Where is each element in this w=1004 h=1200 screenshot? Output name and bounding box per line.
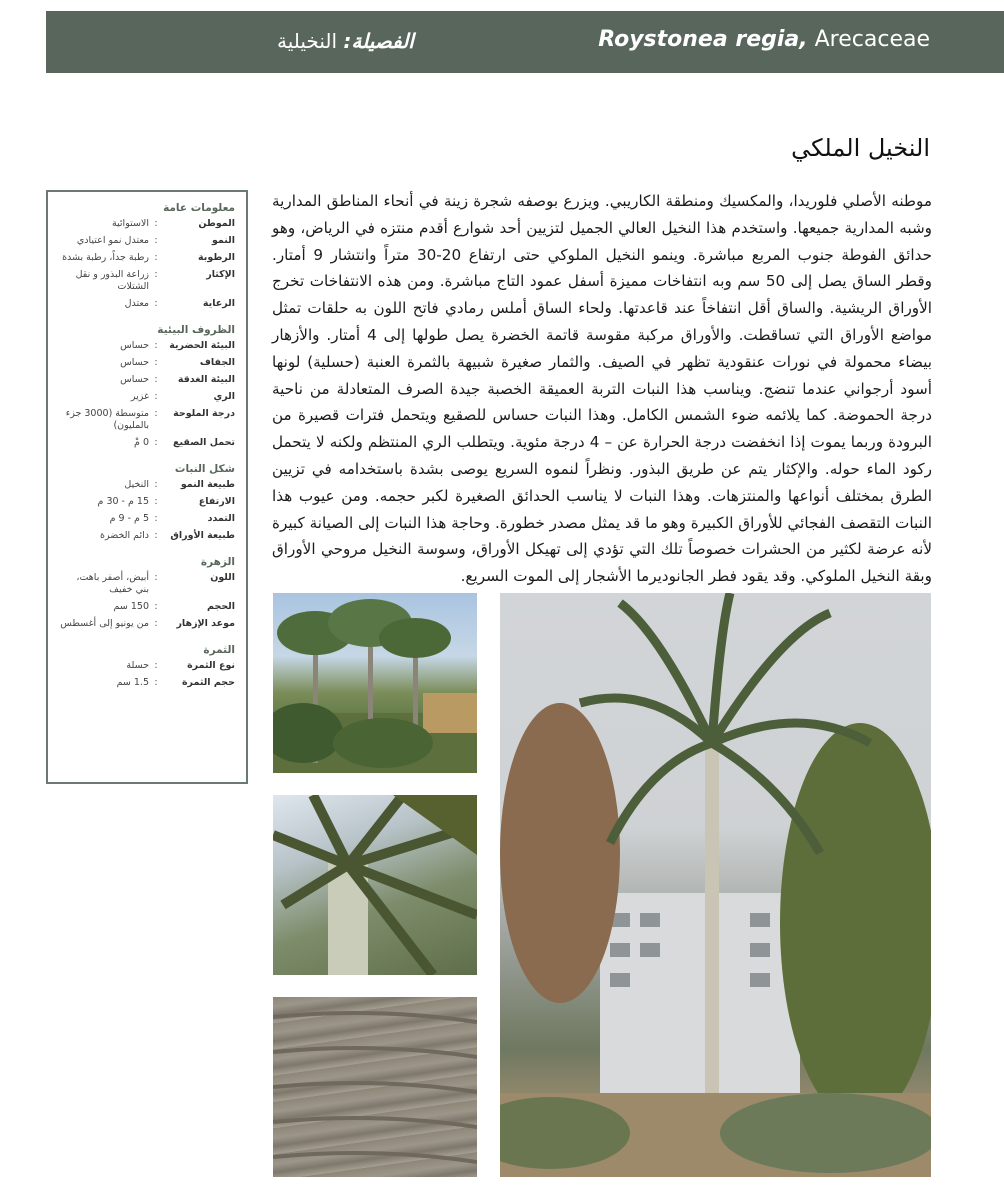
info-value: دائم الخضرة [100, 530, 149, 541]
info-row [60, 408, 235, 432]
info-separator: : [154, 340, 158, 351]
info-key: الارتفاع [198, 496, 235, 507]
info-row [60, 252, 235, 264]
info-key: الرطوبة [198, 252, 235, 263]
info-value: رطبة جداً، رطبة بشدة [62, 252, 149, 263]
info-value: حساس [120, 340, 149, 351]
info-value: معتدل [124, 298, 149, 309]
info-key: الإكثار [206, 269, 235, 280]
info-row [60, 530, 235, 542]
scientific-name: Roystonea regia, [598, 27, 808, 52]
info-row [60, 218, 235, 230]
info-section-title: معلومات عامة [163, 202, 235, 214]
info-section-title: الزهرة [200, 556, 235, 568]
info-value: حساس [120, 357, 149, 368]
family-label: الفصيلة: [343, 29, 414, 53]
royal-palm-photo [500, 593, 931, 1177]
info-row [60, 660, 235, 672]
info-row [60, 618, 235, 630]
info-row [60, 298, 235, 310]
trunk-texture-photo [273, 997, 477, 1177]
info-value: أبيض، أصفر باهت، بني خفيف [76, 572, 149, 595]
description-text: موطنه الأصلي فلوريدا، والمكسيك ومنطقة الكاريبي. ويزرع بوصفه شجرة زينة في أنحاء المناطق المدارية وشبه المدارية جميعها. واستخدم هذا النخيل العالي الجميل لتزيين أحد شوارع أقدم منتزه في الرياض، وهو حدائق الفوطة جنوب المربع مباشرة. وينمو النخيل الملوكي حتى ارتفاع 20-30 متراً وانتشار 9 أمتار. وقطر الساق يصل إلى 50 سم وبه انتفاخات مميزة أسفل عمود التاج مباشرة. ومن هذه الانتفاخات تخرج الأوراق الريشية. والساق أقل انتفاخاً عند قاعدتها. ولحاء الساق أملس رمادي فاتح اللون به حلقات تمثل مواضع الأوراق التي تساقطت. والأوراق مركبة مقوسة قاتمة الخضرة يصل طولها إلى 4 أمتار. والأزهار بيضاء محمولة في نورات عنقودية تظهر في الصيف. والثمار صغيرة شبيهة بالثمرة العنبة (حسلية) لونها أسود أرجواني عندما تنضج. ويناسب هذا النبات التربة العميقة الخصبة جيدة الصرف المتعادلة من ناحية درجة الحموضة. كما يلائمه ضوء الشمس الكامل. وهذا النبات حساس للصقيع ويتحمل فترات قصيرة من البرودة وربما يموت إذا انخفضت درجة الحرارة عن – 4 درجة مئوية. ويتطلب الري المنتظم ولكنه لا يتحمل ركود الماء حوله. والإكثار يتم عن طريق البذور. ونظراً لنموه السريع يوصى بشدة باستخدامه في تزيين الطرق بمختلف أنواعها والمنتزهات. وهذا النبات لا يناسب الحدائق الصغيرة لكبر حجمه. ومن عيوب هذا النبات التقصف الفجائي للأوراق الكبيرة وهو ما قد يمثل مصدر خطورة. وحاجة هذا النبات إلى الصيانة كبيرة لأنه عرضة لكثير من الحشرات خصوصاً تلك التي تؤدي إلى تهيكل الأوراق، وسوسة النخيل مروحي الأوراق وبقة النخيل الملوكي. وقد يقود فطر الجانوديرما الأشجار إلى الموت السريع. [272, 192, 933, 586]
info-row [60, 601, 235, 613]
info-row [60, 374, 235, 386]
info-value: 0 مْ [134, 437, 149, 448]
info-key: طبيعة النمو [180, 479, 235, 490]
info-separator: : [154, 479, 158, 490]
info-value: غزير [130, 391, 149, 402]
info-key: نوع الثمرة [187, 660, 235, 671]
info-separator: : [154, 374, 158, 385]
info-value: زراعة البذور و نقل الشتلات [75, 269, 149, 292]
info-section [60, 324, 235, 449]
info-row [60, 269, 235, 293]
family-english: Arecaceae [814, 27, 930, 52]
info-separator: : [154, 391, 158, 402]
info-separator: : [154, 618, 158, 629]
info-separator: : [154, 269, 158, 280]
palm-crown-photo [273, 795, 477, 975]
info-key: الموطن [198, 218, 235, 229]
info-row [60, 391, 235, 403]
info-separator: : [154, 572, 158, 583]
info-separator: : [154, 408, 158, 419]
info-key: التمدد [207, 513, 235, 524]
info-section-title: الظروف البيئية [157, 324, 235, 336]
info-row [60, 496, 235, 508]
info-key: موعد الإزهار [176, 618, 235, 629]
palm-group-photo [273, 593, 477, 773]
info-key: الحجم [207, 601, 235, 612]
info-value: الاستوائية [111, 218, 149, 229]
info-separator: : [154, 660, 158, 671]
info-key: تحمل الصقيع [173, 437, 235, 448]
info-separator: : [154, 437, 158, 448]
info-value: 1.5 سم [116, 677, 149, 688]
info-key: الرعاية [202, 298, 235, 309]
info-separator: : [154, 513, 158, 524]
info-value: 15 م - 30 م [97, 496, 149, 507]
info-row [60, 357, 235, 369]
info-value: حساس [120, 374, 149, 385]
info-key: طبيعة الأوراق [170, 530, 235, 541]
info-section [60, 202, 235, 310]
info-row [60, 677, 235, 689]
info-key: درجة الملوحة [173, 408, 235, 419]
info-key: البيئة الغدقة [177, 374, 235, 385]
info-key: الجفاف [199, 357, 235, 368]
info-separator: : [154, 298, 158, 309]
info-separator: : [154, 235, 158, 246]
info-separator: : [154, 601, 158, 612]
info-value: النخيل [124, 479, 149, 490]
info-row [60, 479, 235, 491]
info-row [60, 572, 235, 596]
page-header [46, 11, 1004, 73]
info-value: 5 م - 9 م [109, 513, 149, 524]
info-key: حجم الثمرة [181, 677, 235, 688]
species-name [598, 27, 930, 52]
info-separator: : [154, 677, 158, 688]
info-section-title: شكل النبات [174, 463, 235, 475]
info-key: اللون [210, 572, 235, 583]
info-separator: : [154, 218, 158, 229]
info-separator: : [154, 496, 158, 507]
info-value: متوسطة (3000 جزء بالمليون) [65, 408, 149, 431]
info-value: حسلة [126, 660, 149, 671]
info-section [60, 463, 235, 542]
family-value: النخيلية [277, 29, 338, 53]
info-value: من يونيو إلى أغسطس [60, 618, 149, 629]
info-key: البيئة الحضرية [169, 340, 235, 351]
info-separator: : [154, 357, 158, 368]
page-title: النخيل الملكي [791, 134, 930, 162]
info-section [60, 556, 235, 630]
info-section-title: الثمرة [203, 644, 235, 656]
info-row [60, 340, 235, 352]
info-separator: : [154, 252, 158, 263]
family-arabic [277, 29, 414, 53]
info-row [60, 437, 235, 449]
info-value: معتدل نمو اعتيادي [76, 235, 149, 246]
info-row [60, 513, 235, 525]
info-row [60, 235, 235, 247]
info-key: الري [213, 391, 235, 402]
info-section [60, 644, 235, 689]
info-box [46, 190, 248, 784]
info-separator: : [154, 530, 158, 541]
info-key: النمو [211, 235, 235, 246]
info-value: 150 سم [113, 601, 149, 612]
